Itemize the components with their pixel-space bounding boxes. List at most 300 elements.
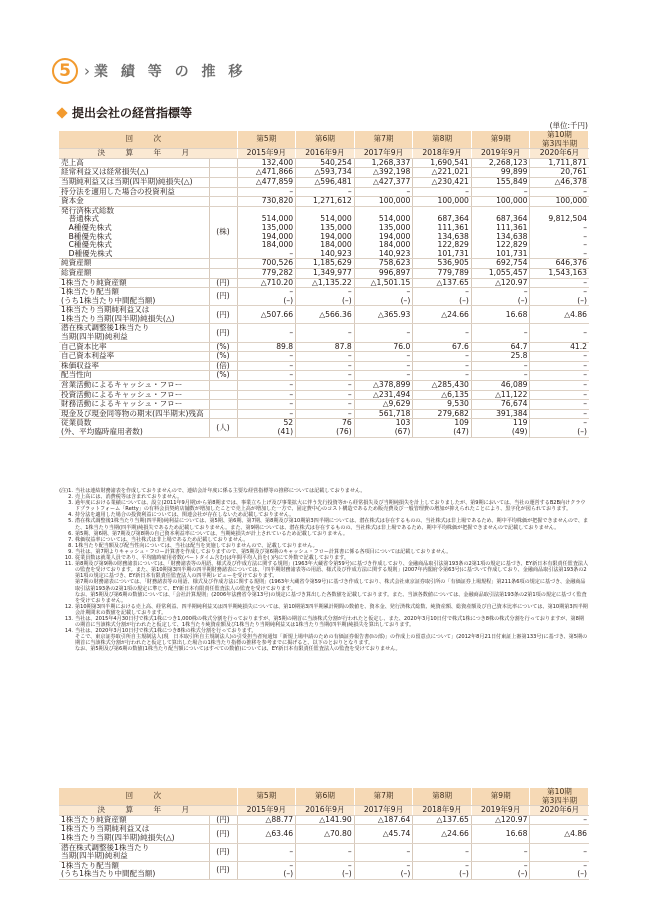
table-row — [59, 278, 589, 288]
row-unit — [209, 409, 237, 419]
row-value: △70.80 — [296, 825, 355, 843]
row-value: 100,000 — [530, 197, 589, 207]
table-row — [59, 206, 589, 259]
footnote-text: 第7期の財務諸表については、「財務諸表等の用語、様式及び作成方法に関する規則」(1963年大蔵省令第59号)に基づき作成しており、株式会社東京証券取引所の「有価証券上場規程」第211条6項の規定に基づき、金融商品取引法第193条の2第1項の規定に準じて、EY新日本有限責任監査法人の監査を受けております。 — [75, 579, 586, 592]
row-value: 1,543,163 — [530, 268, 589, 278]
table-row — [59, 361, 589, 371]
row-value: △507.66 — [237, 306, 296, 324]
row-value: △231,494 — [354, 390, 413, 400]
row-value: △4.86 — [530, 825, 589, 843]
table-row — [59, 306, 589, 324]
row-value: △1,135.22 — [296, 278, 355, 288]
row-label: 経常利益又は経常損失(△) — [59, 168, 209, 178]
header-row-periods — [59, 788, 589, 806]
row-value: – (–) — [471, 861, 530, 879]
section-heading — [52, 58, 246, 84]
row-value: 9,812,504 – – – – — [530, 206, 589, 259]
row-unit — [209, 177, 237, 187]
row-value: △230,421 — [413, 177, 472, 187]
row-value: △285,430 — [413, 381, 472, 391]
header-date: 2020年6月 — [530, 806, 589, 816]
header-date: 2019年9月 — [471, 149, 530, 159]
row-value: △471,866 — [237, 168, 296, 178]
row-unit: (円) — [209, 815, 237, 825]
footnotes — [59, 488, 589, 653]
row-value: 76,674 — [471, 400, 530, 410]
row-value: – — [530, 352, 589, 362]
row-label: 総資産額 — [59, 268, 209, 278]
row-value: – — [296, 187, 355, 197]
row-value: – — [296, 361, 355, 371]
footnote-number — [59, 646, 73, 652]
footnote-number: 13. — [64, 615, 73, 622]
footnote-number: 3. — [68, 500, 73, 507]
row-value: 1,271,612 — [296, 197, 355, 207]
row-value: – — [471, 361, 530, 371]
header-period: 第5期 — [237, 131, 296, 149]
row-value: – — [530, 400, 589, 410]
row-value: – — [413, 371, 472, 381]
row-unit: (円) — [209, 306, 237, 324]
header-period: 第8期 — [413, 788, 472, 806]
row-value: △596,481 — [296, 177, 355, 187]
row-value: 646,376 — [530, 259, 589, 269]
footnote-number: 5. — [68, 518, 73, 525]
row-value: △365.93 — [354, 306, 413, 324]
row-value: – — [237, 409, 296, 419]
footnote-text: 当社は、第7期よりキャッシュ・フロー計算書を作成しておりますので、第5期及び第6期のキャッシュ・フロー計算書に係る各項目については記載しておりません。 — [75, 548, 452, 555]
row-value: – — [530, 187, 589, 197]
row-value: △24.66 — [413, 825, 472, 843]
row-value: △1,501.15 — [354, 278, 413, 288]
table-row — [59, 352, 589, 362]
table-row — [59, 409, 589, 419]
table-row — [59, 419, 589, 437]
footnote-item — [59, 500, 589, 512]
table-row — [59, 861, 589, 879]
footnote-text: 第10期第3四半期における売上高、経常利益、四半期純利益又は四半期純損失については、第10期第3四半期累計期間の数値を、資本金、発行済株式総数、純資産額、総資産額及び自己資本比率については、第10期第3四半期会計期間末の数値を記載しております。 — [75, 603, 588, 616]
row-value: – — [354, 187, 413, 197]
footnote-text: そこで、東京証券取引所自主規制法人(現 日本取引所自主規制法人)の引受担当者宛通知「新規上場申請のための有価証券報告書(Ⅰの部)」の作成上の留意点について」(2012年8月21日付東証上審第133号)に基づき、第5期の期首に当該株式分割が行われたと仮定して算出した場合の1株当たり指標の推移を参考までに掲げると、以下のとおりとなります。 — [75, 634, 588, 647]
row-value: 89.8 — [237, 342, 296, 352]
row-value: 20,761 — [530, 168, 589, 178]
table-row — [59, 177, 589, 187]
row-value: – (–) — [296, 861, 355, 879]
footnote-number: 9. — [68, 548, 73, 555]
row-unit: (株) — [209, 206, 237, 259]
unit-label: (単位:千円) — [549, 121, 588, 130]
row-label: 1株当たり純資産額 — [59, 815, 209, 825]
row-value: – (–) — [530, 419, 589, 437]
row-value: 99,899 — [471, 168, 530, 178]
subsection-heading — [58, 104, 192, 121]
header-date: 2018年9月 — [413, 806, 472, 816]
row-value: – (–) — [354, 861, 413, 879]
row-value: 76.0 — [354, 342, 413, 352]
row-value: – — [530, 843, 589, 861]
table-row — [59, 324, 589, 342]
row-value: △477,859 — [237, 177, 296, 187]
header-period: 第5期 — [237, 788, 296, 806]
row-value: – — [237, 187, 296, 197]
table-row — [59, 381, 589, 391]
row-value: – (–) — [296, 288, 355, 306]
row-value: △9,629 — [354, 400, 413, 410]
row-value: – — [530, 390, 589, 400]
row-unit: (円) — [209, 288, 237, 306]
header-row-periods — [59, 131, 589, 149]
header-period: 第10期 第3四半期 — [530, 131, 589, 149]
row-value: – — [354, 361, 413, 371]
table-row — [59, 259, 589, 269]
row-label: 潜在株式調整後1株当たり 当期(四半期)純利益 — [59, 324, 209, 342]
header-date-label: 決 算 年 月 — [59, 149, 237, 159]
table-row — [59, 288, 589, 306]
row-value: – — [413, 187, 472, 197]
header-period: 第6期 — [296, 131, 355, 149]
row-value: 1,268,337 — [354, 158, 413, 168]
header-period: 第7期 — [354, 788, 413, 806]
diamond-bullet-icon — [56, 107, 67, 118]
section-title: 業 績 等 の 推 移 — [94, 64, 247, 80]
row-value: 514,000 135,000 194,000 184,000 – — [237, 206, 296, 259]
row-value: – — [471, 371, 530, 381]
row-value: △120.97 — [471, 278, 530, 288]
row-unit — [209, 168, 237, 178]
header-date: 2015年9月 — [237, 806, 296, 816]
footnote-item — [59, 592, 589, 604]
row-value: 46,089 — [471, 381, 530, 391]
row-value: – — [237, 361, 296, 371]
row-label: 投資活動によるキャッシュ・フロー — [59, 390, 209, 400]
footnote-text: 当社は、2015年4月30日付で株式1株につき1,000株の株式分割を行っておりますが、第5期の期首に当該株式分割が行われたと仮定し、また、2020年3月10日付で株式1株につき8株の株式分割を行っておりますが、第8期の期首に当該株式分割が行われたと仮定して、1株当たり純資産額及び1株当たり当期純利益又は1株当たり当期(四半期)純損失を算出しております。 — [75, 615, 584, 629]
row-label: 財務活動によるキャッシュ・フロー — [59, 400, 209, 410]
row-value: 279,682 — [413, 409, 472, 419]
row-value: 67.6 — [413, 342, 472, 352]
row-value: – — [413, 361, 472, 371]
row-value: – — [354, 352, 413, 362]
row-unit — [209, 381, 237, 391]
table-row — [59, 342, 589, 352]
footnote-item — [59, 616, 589, 628]
row-value: – — [413, 324, 472, 342]
footnote-number: 12. — [64, 603, 73, 610]
row-value: △566.36 — [296, 306, 355, 324]
row-unit: (%) — [209, 371, 237, 381]
row-value: △221,021 — [413, 168, 472, 178]
row-value: – — [530, 278, 589, 288]
row-unit — [209, 158, 237, 168]
footnote-number: 11. — [64, 561, 73, 568]
row-unit — [209, 268, 237, 278]
row-label: 純資産額 — [59, 259, 209, 269]
row-value: 41.2 — [530, 342, 589, 352]
footnote-text: 従業員数は就業人員であり、平均臨時雇用者数(パートタイム含む)は年間平均人員を( )内にて外数で記載しております。 — [75, 555, 349, 562]
row-label: 売上高 — [59, 158, 209, 168]
row-value: 687,364 111,361 134,638 122,829 101,731 — [471, 206, 530, 259]
row-value: △392,198 — [354, 168, 413, 178]
row-value: – — [471, 843, 530, 861]
footnote-number: 7. — [68, 536, 73, 543]
row-value: 996,897 — [354, 268, 413, 278]
row-value: 9,530 — [413, 400, 472, 410]
header-period: 第9期 — [471, 788, 530, 806]
row-value: – (–) — [237, 288, 296, 306]
row-value: – — [296, 324, 355, 342]
row-value: – — [296, 381, 355, 391]
row-value: △46,378 — [530, 177, 589, 187]
row-value: – — [413, 352, 472, 362]
row-unit: (%) — [209, 342, 237, 352]
row-label: 自己資本利益率 — [59, 352, 209, 362]
row-value: △24.66 — [413, 306, 472, 324]
row-label: 当期純利益又は当期(四半期)純損失(△) — [59, 177, 209, 187]
row-value: 155,849 — [471, 177, 530, 187]
row-value: △378,899 — [354, 381, 413, 391]
row-value: – — [237, 843, 296, 861]
footnote-text: 過年度における業績については、設立(2011年9月期)から第8期までは、事業立ち上げ及び事業拡大に伴う先行投資等から経常損失及び当期純損失を計上しておりましたが、第9期においては、当社の運営するB2B向けクラウドプラットフォーム「Retty」の有料会員契約店舗数が増加したことで売上高が増加した一方で、固定費中心のコスト構造であるため販売費及び一般管理費の増加が抑えられたことにより、黒字化が図られております。 — [75, 500, 586, 513]
row-label: 配当性向 — [59, 371, 209, 381]
section-number-badge: 5 — [52, 58, 78, 84]
row-value: △137.65 — [413, 815, 472, 825]
row-value: 514,000 135,000 194,000 184,000 140,923 — [354, 206, 413, 259]
row-value: – — [530, 409, 589, 419]
row-value: – — [471, 187, 530, 197]
header-period: 第6期 — [296, 788, 355, 806]
row-value: △88.77 — [237, 815, 296, 825]
footnote-item — [59, 604, 589, 616]
footnote-text: 当社は連結財務諸表を作成しておりませんので、連結会計年度に係る主要な経営指標等の推移については記載しておりません。 — [75, 488, 366, 494]
row-value: – — [354, 324, 413, 342]
row-value: 100,000 — [354, 197, 413, 207]
row-value: 100,000 — [413, 197, 472, 207]
footnote-number: 2. — [68, 494, 73, 501]
row-value: – — [471, 324, 530, 342]
row-label: 1株当たり純資産額 — [59, 278, 209, 288]
row-value: △4.86 — [530, 306, 589, 324]
row-value: – — [354, 843, 413, 861]
row-label: 株価収益率 — [59, 361, 209, 371]
row-label: 発行済株式総数 普通株式 A種優先株式 B種優先株式 C種優先株式 D種優先株式 — [59, 206, 209, 259]
row-unit — [209, 187, 237, 197]
row-value: △427,377 — [354, 177, 413, 187]
row-label: 資本金 — [59, 197, 209, 207]
row-value: – — [237, 324, 296, 342]
row-label: 現金及び現金同等物の期末(四半期末)残高 — [59, 409, 209, 419]
row-value: △120.97 — [471, 815, 530, 825]
header-date: 2019年9月 — [471, 806, 530, 816]
footnote-text: 第8期及び第9期の財務諸表については、「財務諸表等の用語、様式及び作成方法に関する規則」(1963年大蔵省令第59号)に基づき作成しており、金融商品取引法第193条の2第1項の規定に基づき、EY新日本有限責任監査法人の監査を受けております。また、第10期第3四半期の四半期財務諸表については、「四半期財務諸表等の用語、様式及び作成方法に関する規則」(2007年内閣府令第63号)に基づいて作成しており、金融商品取引法第193条の2第1項の規定に基づき、EY新日本有限責任監査法人の四半期レビューを受けております。 — [75, 561, 589, 580]
footnote-item — [59, 561, 589, 579]
row-unit: (円) — [209, 843, 237, 861]
table-row — [59, 197, 589, 207]
footnote-item — [59, 518, 589, 530]
footnote-number: 8. — [68, 542, 73, 549]
footnote-text: 1株当たり配当額及び配当性向については、当社は配当を実施しておりませんので、記載しておりません。 — [75, 542, 318, 549]
row-value: 687,364 111,361 134,638 122,829 101,731 — [413, 206, 472, 259]
row-value: – — [296, 352, 355, 362]
row-value: △187.64 — [354, 815, 413, 825]
row-value: – — [237, 400, 296, 410]
row-value: 1,690,541 — [413, 158, 472, 168]
row-unit — [209, 197, 237, 207]
row-value: 700,526 — [237, 259, 296, 269]
row-value: 514,000 135,000 194,000 184,000 140,923 — [296, 206, 355, 259]
footnote-item — [59, 579, 589, 591]
footnote-text: なお、第5期及び第6期の数値については、「会社計算規則」(2006年法務省令第13号)の規定に基づき算出した各数値を記載しております。また、当該各数値については、金融商品取引法第193条の2第1項の規定に基づく監査を受けておりません。 — [75, 591, 587, 604]
row-value: 536,905 — [413, 259, 472, 269]
row-label: 潜在株式調整後1株当たり 当期(四半期)純利益 — [59, 843, 209, 861]
row-label: 1株当たり配当額 (うち1株当たり中間配当額) — [59, 861, 209, 879]
row-value: – (–) — [354, 288, 413, 306]
footnote-text: 株価収益率については、当社株式は非上場であるため記載しておりません。 — [75, 536, 249, 543]
row-label: 1株当たり当期純利益又は 1株当たり当期(四半期)純損失(△) — [59, 306, 209, 324]
row-value: – — [237, 390, 296, 400]
row-unit — [209, 390, 237, 400]
row-value: – — [296, 400, 355, 410]
row-value: 779,789 — [413, 268, 472, 278]
row-value: 692,754 — [471, 259, 530, 269]
header-date: 2020年6月 — [530, 149, 589, 159]
row-label: 1株当たり当期純利益又は 1株当たり当期(四半期)純損失(△) — [59, 825, 209, 843]
row-value: 758,623 — [354, 259, 413, 269]
row-value: 540,254 — [296, 158, 355, 168]
row-value: – (–) — [530, 288, 589, 306]
row-value: 1,711,871 — [530, 158, 589, 168]
table-row — [59, 843, 589, 861]
row-unit: (円) — [209, 324, 237, 342]
row-unit — [209, 259, 237, 269]
row-value: – (–) — [413, 288, 472, 306]
header-date: 2017年9月 — [354, 149, 413, 159]
row-value: △6,135 — [413, 390, 472, 400]
row-value: – (–) — [237, 861, 296, 879]
row-unit — [209, 400, 237, 410]
row-value: – — [296, 371, 355, 381]
table-row — [59, 268, 589, 278]
row-label: 従業員数 (外、平均臨時雇用者数) — [59, 419, 209, 437]
row-value: 87.8 — [296, 342, 355, 352]
row-value: – — [237, 371, 296, 381]
footnote-text: 持分法を適用した場合の投資利益については、関連会社が存在しないため記載しておりません。 — [75, 512, 295, 519]
row-value: – (–) — [471, 288, 530, 306]
row-value: 52 (41) — [237, 419, 296, 437]
row-unit: (円) — [209, 278, 237, 288]
header-date: 2017年9月 — [354, 806, 413, 816]
row-value: 119 (49) — [471, 419, 530, 437]
footnote-number: 6. — [68, 530, 73, 537]
row-label: 自己資本比率 — [59, 342, 209, 352]
row-value: 25.8 — [471, 352, 530, 362]
row-value: – — [530, 371, 589, 381]
financial-indicators-table — [59, 131, 589, 438]
footnote-text: 第5期、第6期、第7期及び第8期の自己資本利益率については、当期純損失が計上されているため記載しておりません。 — [75, 530, 348, 537]
subsection-title: 提出会社の経営指標等 — [72, 106, 193, 120]
row-value: 779,282 — [237, 268, 296, 278]
row-value: 391,384 — [471, 409, 530, 419]
row-value: 76 (76) — [296, 419, 355, 437]
row-value: 132,400 — [237, 158, 296, 168]
row-value: △63.46 — [237, 825, 296, 843]
row-value: 100,000 — [471, 197, 530, 207]
header-date: 2015年9月 — [237, 149, 296, 159]
table-row — [59, 400, 589, 410]
header-period: 第7期 — [354, 131, 413, 149]
row-unit: (%) — [209, 352, 237, 362]
header-date: 2018年9月 — [413, 149, 472, 159]
chevron-right-icon: › — [84, 62, 90, 80]
row-value: – — [354, 371, 413, 381]
footnote-text: 潜在株式調整後1株当たり当期(四半期)純利益については、第5期、第6期、第7期、第8期及び第10期第3四半期については、潜在株式は存在するものの、当社株式は非上場であるため、期中平均株価が把握できませんので、また、1株当たり当期(四半期)純損失であるため記載しておりません。また、第9期については、潜在株式は存在するものの、当社株式は非上場であるため、期中平均株価が把握できませんので記載しておりません。 — [75, 518, 589, 531]
footnote-item — [59, 634, 589, 646]
row-value: – — [237, 352, 296, 362]
row-label: 1株当たり配当額 (うち1株当たり中間配当額) — [59, 288, 209, 306]
row-value: 730,820 — [237, 197, 296, 207]
header-row-dates — [59, 806, 589, 816]
header-period-label: 回 次 — [59, 131, 237, 149]
row-value: 561,718 — [354, 409, 413, 419]
row-value: – — [530, 815, 589, 825]
row-value: 103 (67) — [354, 419, 413, 437]
footnote-text: 売上高には、消費税等は含まれておりません。 — [75, 494, 183, 501]
header-row-dates — [59, 149, 589, 159]
row-value: 1,349,977 — [296, 268, 355, 278]
row-value: – — [296, 843, 355, 861]
row-value: 1,185,629 — [296, 259, 355, 269]
row-value: 64.7 — [471, 342, 530, 352]
row-value: – — [530, 324, 589, 342]
per-share-indicators-table — [59, 788, 589, 880]
row-value: 1,055,457 — [471, 268, 530, 278]
table-row — [59, 825, 589, 843]
footnote-text: 当社は、2020年3月10日付で株式1株につき8株の株式分割を行っております。 — [75, 628, 257, 635]
row-value: 16.68 — [471, 306, 530, 324]
row-value: – — [237, 381, 296, 391]
row-value: △593,734 — [296, 168, 355, 178]
row-value: △710.20 — [237, 278, 296, 288]
footnote-number: (注)1. — [59, 488, 73, 494]
row-value: △11,122 — [471, 390, 530, 400]
footnote-number — [59, 592, 73, 604]
header-period: 第9期 — [471, 131, 530, 149]
header-period: 第10期 第3四半期 — [530, 788, 589, 806]
footnote-number: 4. — [68, 512, 73, 519]
row-unit: (円) — [209, 825, 237, 843]
footnote-item — [59, 646, 589, 652]
header-date: 2016年9月 — [296, 149, 355, 159]
row-value: 109 (47) — [413, 419, 472, 437]
row-unit: (円) — [209, 861, 237, 879]
row-unit: (倍) — [209, 361, 237, 371]
row-unit: (人) — [209, 419, 237, 437]
row-value: △45.74 — [354, 825, 413, 843]
footnote-number: 10. — [64, 555, 73, 562]
row-value: – — [296, 409, 355, 419]
row-value: 16.68 — [471, 825, 530, 843]
row-value: – — [413, 843, 472, 861]
footnote-text: なお、第5期及び第6期の数値(1株当たり配当額についてはすべての数値)については、EY新日本有限責任監査法人の監査を受けておりません。 — [75, 646, 401, 653]
row-label: 持分法を適用した場合の投資利益 — [59, 187, 209, 197]
footnote-number — [59, 634, 73, 646]
header-period: 第8期 — [413, 131, 472, 149]
row-value: – — [296, 390, 355, 400]
row-value: – (–) — [530, 861, 589, 879]
row-value: △137.65 — [413, 278, 472, 288]
footnote-number — [59, 579, 73, 591]
row-value: – — [530, 381, 589, 391]
header-period-label: 回 次 — [59, 788, 237, 806]
row-value: – (–) — [413, 861, 472, 879]
